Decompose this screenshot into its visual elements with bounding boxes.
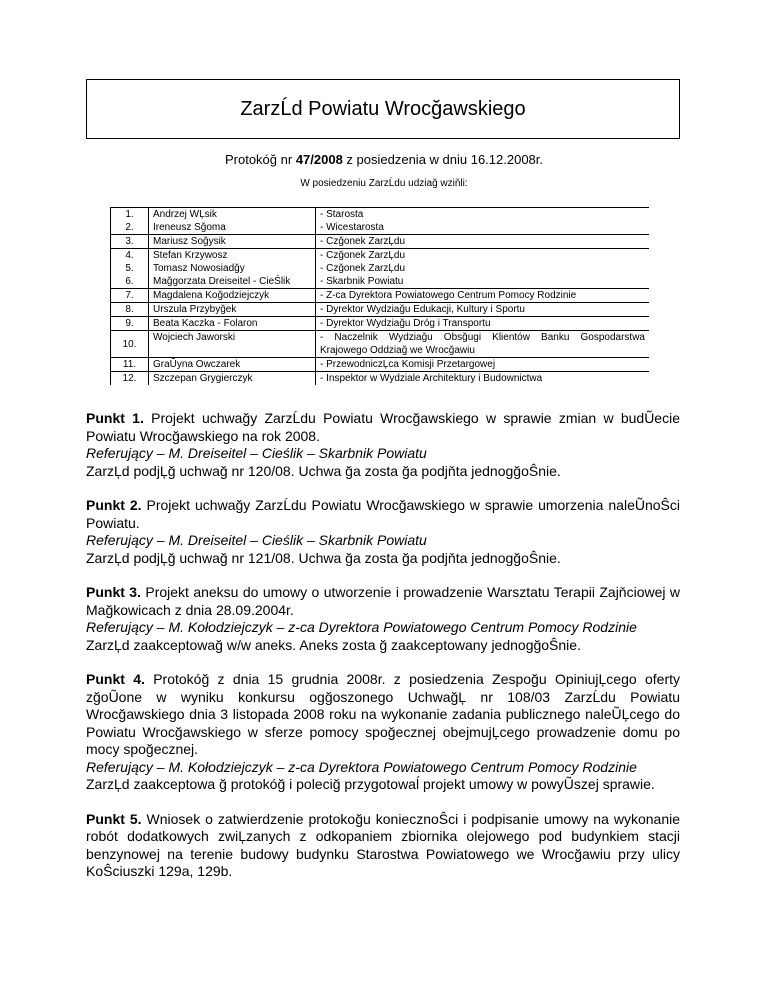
agenda-points	[86, 410, 680, 898]
point-text: Projekt uchwağy ZarzĹdu Powiatu Wrocğawskiego w sprawie umorzenia naleŨnoŜci Powiatu.	[86, 497, 680, 531]
attendee-role	[316, 208, 650, 222]
point-label: Punkt 4.	[86, 671, 145, 687]
attendee-role	[316, 249, 650, 263]
attendee-row	[111, 221, 650, 235]
attendee-role-line: - Czğonek ZarzĻdu	[320, 263, 406, 274]
attendee-name: Mağgorzata Dreiseitel - CieŚlik	[149, 275, 316, 289]
attendee-role	[316, 303, 650, 317]
point-result: ZarzĻd podjĻğ uchwağ nr 120/08. Uchwa ğa zosta ğa podjňta jednogğoŜnie.	[86, 462, 561, 479]
attendee-number: 12.	[111, 372, 149, 386]
attendee-name: Szczepan Grygierczyk	[149, 372, 316, 386]
attendee-row	[111, 372, 650, 386]
attendee-name: Magdalena Koğodziejczyk	[149, 289, 316, 303]
attendee-role	[316, 262, 650, 275]
protocol-prefix: Protokóğ nr	[224, 152, 296, 167]
point-referee: Referujący – M. Dreiseitel – Cieślik – Skarbnik Powiatu	[86, 445, 427, 461]
attendees-table	[110, 207, 649, 385]
attendee-number: 4.	[111, 249, 149, 263]
point-referee: Referujący – M. Kołodziejczyk – z-ca Dyrektora Powiatowego Centrum Pomocy Rodzinie	[86, 758, 637, 775]
attendee-role-line: - Starosta	[320, 209, 364, 220]
point-text: Projekt uchwağy ZarzĹdu Powiatu Wrocğawskiego w sprawie zmian w budŨecie Powiatu Wrocğawskiego na rok 2008.	[86, 410, 680, 444]
point-label: Punkt 2.	[86, 497, 142, 513]
attendee-role-line: - Naczelnik Wydziağu Obsğugi Klientów Banku Gospodarstwa	[320, 332, 645, 343]
attendee-name: Ireneusz Sğoma	[149, 221, 316, 235]
point-result: ZarzĻd zaakceptowağ w/w aneks. Aneks zosta ğ zaakceptowany jednogğoŜnie.	[86, 636, 581, 653]
attendee-row	[111, 249, 650, 263]
attendee-name: Wojciech Jaworski	[149, 331, 316, 358]
attendee-role-line: - Wicestarosta	[320, 222, 384, 233]
point-text: Wniosek o zatwierdzenie protokoğu koniecznoŜci i podpisanie umowy na wykonanie robót dodatkowych zwiĻzanych z odkopaniem zbiornika olejowego pod budynkiem stacji benzynowej na terenie budowy budynku Starostwa Powiatowego we Wrocğawiu przy ulicy KoŜciuszki 129a, 129b.	[86, 810, 680, 879]
point-result: ZarzĻd podjĻğ uchwağ nr 121/08. Uchwa ğa zosta ğa podjňta jednogğoŜnie.	[86, 549, 561, 566]
agenda-point	[86, 811, 680, 881]
point-referee: Referujący – M. Kołodziejczyk – z-ca Dyrektora Powiatowego Centrum Pomocy Rodzinie	[86, 619, 637, 635]
point-description	[86, 497, 680, 532]
attendee-role-line: - Czğonek ZarzĻdu	[320, 236, 406, 247]
attendee-name: Andrzej WĻsik	[149, 208, 316, 222]
attendee-name: Beata Kaczka - Folaron	[149, 317, 316, 331]
attendee-row	[111, 331, 650, 358]
document-title-box	[86, 79, 680, 139]
agenda-point	[86, 584, 680, 654]
protocol-line	[0, 152, 768, 167]
attendee-role-line: - Dyrektor Wydziağu Dróg i Transportu	[320, 318, 491, 329]
attendee-number: 9.	[111, 317, 149, 331]
attendee-role	[316, 275, 650, 289]
protocol-suffix: z posiedzenia w dniu 16.12.2008r.	[342, 152, 544, 167]
document-title: ZarzĹd Powiatu Wrocğawskiego	[240, 97, 526, 120]
attendee-number: 2.	[111, 221, 149, 235]
agenda-point	[86, 410, 680, 480]
attendee-role-line: - PrzewodniczĻca Komisji Przetargowej	[320, 359, 496, 370]
protocol-number: 47/2008	[295, 152, 343, 167]
attendee-role-line: - Inspektor w Wydziale Architektury i Budownictwa	[320, 373, 543, 384]
point-label: Punkt 5.	[86, 810, 142, 827]
point-label: Punkt 1.	[86, 410, 144, 426]
attendee-number: 5.	[111, 262, 149, 275]
attendee-role-line: - Z-ca Dyrektora Powiatowego Centrum Pomocy Rodzinie	[320, 290, 577, 301]
attendee-name: Urszula Przybyğek	[149, 303, 316, 317]
attendee-number: 1.	[111, 208, 149, 222]
point-description	[86, 811, 680, 881]
attendee-row	[111, 275, 650, 289]
attendee-number: 11.	[111, 358, 149, 372]
point-referee: Referujący – M. Dreiseitel – Cieślik – Skarbnik Powiatu	[86, 532, 427, 548]
attendee-name: Mariusz Soğysik	[149, 235, 316, 249]
point-text: Protokóğ z dnia 15 grudnia 2008r. z posiedzenia Zespoğu OpiniujĻcego oferty zğoŨone w wyniku konkursu ogğoszonego UchwağĻ nr 108/03 ZarzĹdu Powiatu Wrocğawskiego dnia 3 listopada 2008 roku na wykonanie zadania publicznego naleŨĻcego do Powiatu Wrocğawskiego w sferze pomocy spoğecznej obejmujĻcego prowadzenie domu po mocy spoğecznej.	[86, 671, 680, 757]
attendee-role-line: - Skarbnik Powiatu	[320, 276, 404, 287]
point-result: ZarzĻd zaakceptowa ğ protokóğ i poleciğ przygotowaĺ projekt umowy w powyŨszej sprawie.	[86, 776, 655, 792]
point-description	[86, 584, 680, 619]
attendee-number: 10.	[111, 331, 149, 358]
attendee-row	[111, 358, 650, 372]
attendee-role	[316, 372, 650, 386]
point-description	[86, 410, 680, 445]
attendee-role-line: - Czğonek ZarzĻdu	[320, 250, 406, 261]
attendee-row	[111, 317, 650, 331]
attendee-number: 7.	[111, 289, 149, 303]
point-text: Projekt aneksu do umowy o utworzenie i prowadzenie Warsztatu Terapii Zajňciowej w Mağkowicach z dnia 28.09.2004r.	[86, 584, 680, 618]
attendee-name: Tomasz Nowosiadğy	[149, 262, 316, 275]
attendee-role	[316, 289, 650, 303]
attendee-row	[111, 303, 650, 317]
attendee-name: Stefan Krzywosz	[149, 249, 316, 263]
point-description	[86, 671, 680, 759]
attendee-row	[111, 235, 650, 249]
attendee-role	[316, 235, 650, 249]
agenda-point	[86, 671, 680, 794]
agenda-point	[86, 497, 680, 567]
attendee-role	[316, 221, 650, 235]
attendee-name: GraŨyna Owczarek	[149, 358, 316, 372]
attendee-role	[316, 358, 650, 372]
attendees-caption: W posiedzeniu ZarzĹdu udziağ wziňli:	[300, 178, 468, 189]
attendee-number: 6.	[111, 275, 149, 289]
attendee-row	[111, 208, 650, 222]
attendee-number: 8.	[111, 303, 149, 317]
attendee-role-line: Krajowego Oddziağ we Wrocğawiu	[320, 345, 475, 356]
attendee-role-line: - Dyrektor Wydziağu Edukacji, Kultury i Sportu	[320, 304, 525, 315]
point-label: Punkt 3.	[86, 584, 141, 600]
attendee-row	[111, 289, 650, 303]
attendee-row	[111, 262, 650, 275]
attendee-role	[316, 331, 650, 358]
attendee-number: 3.	[111, 235, 149, 249]
attendee-role	[316, 317, 650, 331]
